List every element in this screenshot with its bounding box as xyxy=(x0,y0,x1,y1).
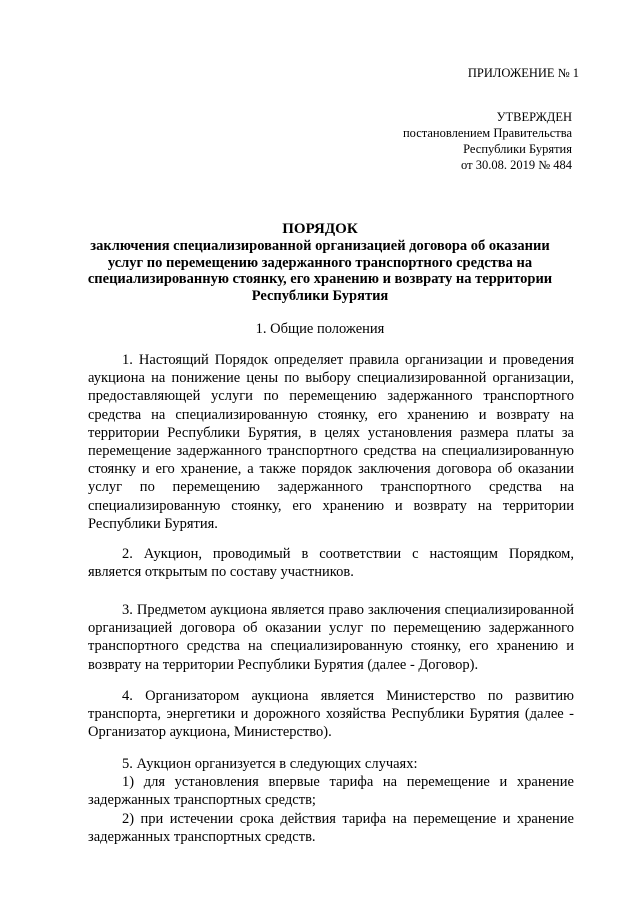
paragraph-2: 2. Аукцион, проводимый в соответствии с настоящим Порядком, является открытым по составу участников. xyxy=(88,546,574,581)
document-subtitle: заключения специализированной организацией договора об оказании услуг по перемещению задержанного транспортного средства на специализированную стоянку, его хранению и возврату на территории Республики Бурятия xyxy=(87,238,553,304)
approved-region: Республики Бурятия xyxy=(463,142,572,156)
section-heading: 1. Общие положения xyxy=(255,321,385,337)
document-title: ПОРЯДОК xyxy=(282,221,358,237)
paragraph-2-block xyxy=(88,545,574,581)
approved-by: постановлением Правительства xyxy=(402,126,572,140)
paragraph-5: 5. Аукцион организуется в следующих случаях: xyxy=(122,756,418,772)
attachment-label: ПРИЛОЖЕНИЕ № 1 xyxy=(467,66,579,80)
paragraph-3-block xyxy=(88,601,574,674)
approved-date-number: от 30.08. 2019 № 484 xyxy=(461,158,572,172)
paragraph-3: 3. Предметом аукциона является право заключения специализированной организацией договора об оказании услуг по перемещению задержанного транспортного средства на специализированную стоянку, его хранению и возврату на территории Республики Бурятия (далее - Договор). xyxy=(88,602,574,673)
paragraph-5-block xyxy=(88,755,574,846)
paragraph-4-block xyxy=(88,687,574,742)
paragraph-4: 4. Организатором аукциона является Министерство по развитию транспорта, энергетики и дорожного хозяйства Республики Бурятия (далее - Организатор аукциона, Министерство). xyxy=(88,688,574,741)
paragraph-5-item-1: 1) для установления впервые тарифа на перемещение и хранение задержанных транспортных средств; xyxy=(88,774,574,809)
approved-title: УТВЕРЖДЕН xyxy=(496,110,572,124)
paragraph-1-block xyxy=(88,351,574,533)
approval-block xyxy=(403,109,572,173)
paragraph-1: 1. Настоящий Порядок определяет правила организации и проведения аукциона на понижение цены по выбору специализированной организации, предоставляющей услуги по перемещению задержанного транспортного средства на специализированную стоянку, его хранению и возврату на территории Республики Бурятия, в целях установления размера платы за перемещение задержанного транспортного средства на специализированную стоянку и его хранение, а также порядок заключения договора об оказании услуг по перемещению задержанного транспортного средства на специализированную стоянку, его хранению и возврату на территории Республики Бурятия. xyxy=(88,352,574,532)
paragraph-5-item-2: 2) при истечении срока действия тарифа на перемещение и хранение задержанных транспортных средств. xyxy=(88,810,574,845)
